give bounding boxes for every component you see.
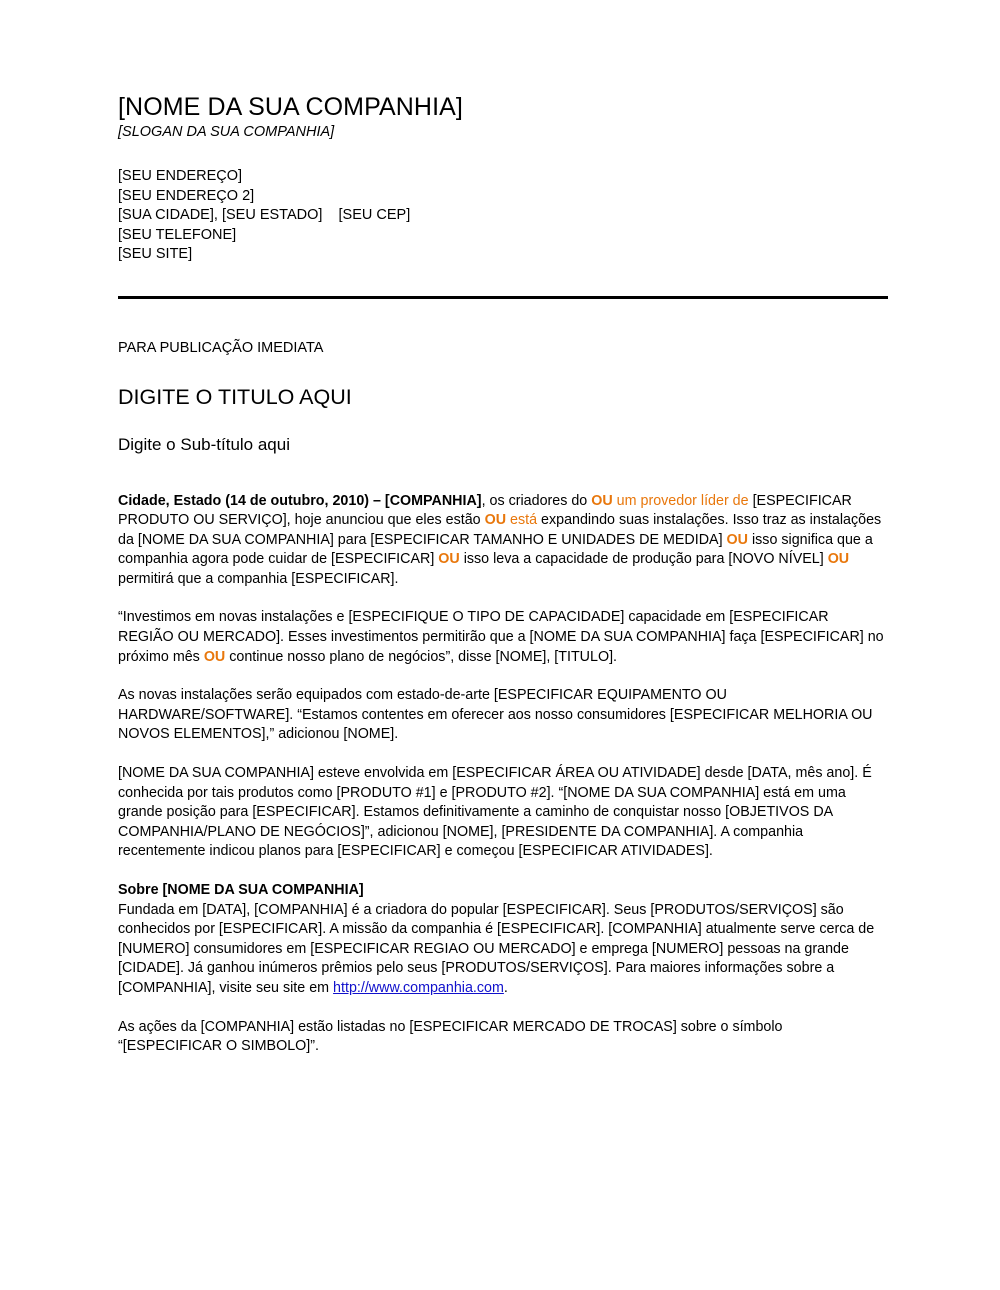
paragraph-history: [NOME DA SUA COMPANHIA] esteve envolvida em [ESPECIFICAR ÁREA OU ATIVIDADE] desde [DATA, mês ano]. É conhecida por tais produtos como [PRODUTO #1] e [PRODUTO #2]. “[NOME DA SUA COMPANHIA] está em uma grande posição para [ESPECIFICAR]. Estamos definitivamente a caminho de conquistar nosso [OBJETIVOS DA COMPANHIA/PLANO DE NEGÓCIOS]”, adicionou [NOME], [PRESIDENTE DA COMPANHIA]. A companhia recentemente indicou planos para [ESPECIFICAR] e começou [ESPECIFICAR ATIVIDADES].	[118, 765, 872, 860]
company-name: [NOME DA SUA COMPANHIA]	[118, 93, 463, 121]
p1-text-1: , os criadores do	[481, 492, 592, 509]
p1-orange-2: está	[506, 512, 542, 529]
paragraph-quote	[118, 608, 888, 667]
p2-text-1: “Investimos em novas instalações e [ESPECIFIQUE O TIPO DE CAPACIDADE] capacidade em [ESPECIFICAR REGIÃO OU MERCADO]. Esses investimentos permitirão que a [NOME DA SUA COMPANHIA] faça [ESPECIFICAR] no próximo mês	[118, 609, 884, 665]
address-line-1: [SEU ENDEREÇO]	[118, 168, 243, 184]
address-line-3: [SUA CIDADE], [SEU ESTADO] [SEU CEP]	[118, 207, 411, 223]
p1-ou-4: OU	[438, 551, 460, 568]
paragraph-stock: As ações da [COMPANHIA] estão listadas no [ESPECIFICAR MERCADO DE TROCAS] sobre o símbolo “[ESPECIFICAR O SIMBOLO]”.	[118, 1018, 783, 1055]
address-line-5: [SEU SITE]	[118, 246, 193, 262]
p2-ou-1: OU	[203, 648, 226, 665]
address-block	[118, 167, 888, 265]
about-section	[118, 881, 888, 999]
p1-text-5: isso leva a capacidade de produção para [NOVO NÍVEL]	[459, 551, 828, 568]
p1-text-6: permitirá que a companhia [ESPECIFICAR].	[118, 570, 399, 587]
p1-orange-1: um provedor líder de	[612, 492, 753, 509]
p1-text-2: [ESPECIFICAR PRODUTO OU SERVIÇO], hoje anunciou que eles estão	[118, 492, 852, 529]
p1-text-4: isso significa que a companhia agora pode cuidar de [ESPECIFICAR]	[118, 531, 873, 568]
p1-ou-3: OU	[726, 531, 748, 548]
p1-ou-2: OU	[484, 512, 507, 529]
about-heading: Sobre [NOME DA SUA COMPANHIA]	[118, 882, 364, 898]
letterhead	[118, 92, 888, 265]
about-text-2: .	[503, 979, 508, 996]
dateline: Cidade, Estado (14 de outubro, 2010) – [COMPANHIA]	[118, 492, 482, 509]
p1-ou-5: OU	[827, 551, 850, 568]
immediate-release-label: PARA PUBLICAÇÃO IMEDIATA	[118, 339, 324, 356]
paragraph-intro	[118, 492, 888, 590]
about-text-1: Fundada em [DATA], [COMPANHIA] é a criadora do popular [ESPECIFICAR]. Seus [PRODUTOS/SERVIÇOS] são conhecidos por [ESPECIFICAR]. A missão da companhia é [ESPECIFICAR]. [COMPANHIA] atualmente serve cerca de [NUMERO] consumidores em [ESPECIFICAR REGIAO OU MERCADO] e emprega [NUMERO] pessoas na grande [CIDADE]. Já ganhou inúmeros prêmios pelo seus [PRODUTOS/SERVIÇOS]. Para maiores informações sobre a [COMPANHIA], visite seu site em	[118, 901, 875, 996]
page-title: DIGITE O TITULO AQUI	[118, 384, 352, 409]
address-line-2: [SEU ENDEREÇO 2]	[118, 187, 255, 204]
body-content	[118, 492, 888, 1057]
company-website-link[interactable]: http://www.companhia.com	[333, 979, 504, 996]
p1-ou-1: OU	[591, 492, 613, 509]
paragraph-facilities: As novas instalações serão equipados com estado-de-arte [ESPECIFICAR EQUIPAMENTO OU HARDWARE/SOFTWARE]. “Estamos contentes em oferecer aos nosso consumidores [ESPECIFICAR MELHORIA OU NOVOS ELEMENTOS],” adicionou [NOME].	[118, 687, 873, 743]
horizontal-divider	[118, 296, 888, 299]
company-slogan: [SLOGAN DA SUA COMPANHIA]	[118, 124, 335, 140]
address-line-4: [SEU TELEFONE]	[118, 226, 237, 243]
p1-text-3: expandindo suas instalações. Isso traz as instalações da [NOME DA SUA COMPANHIA] para [ESPECIFICAR TAMANHO E UNIDADES DE MEDIDA]	[118, 512, 882, 548]
page-subtitle: Digite o Sub-título aqui	[118, 434, 290, 454]
p2-text-2: continue nosso plano de negócios”, disse [NOME], [TITULO].	[225, 648, 618, 665]
